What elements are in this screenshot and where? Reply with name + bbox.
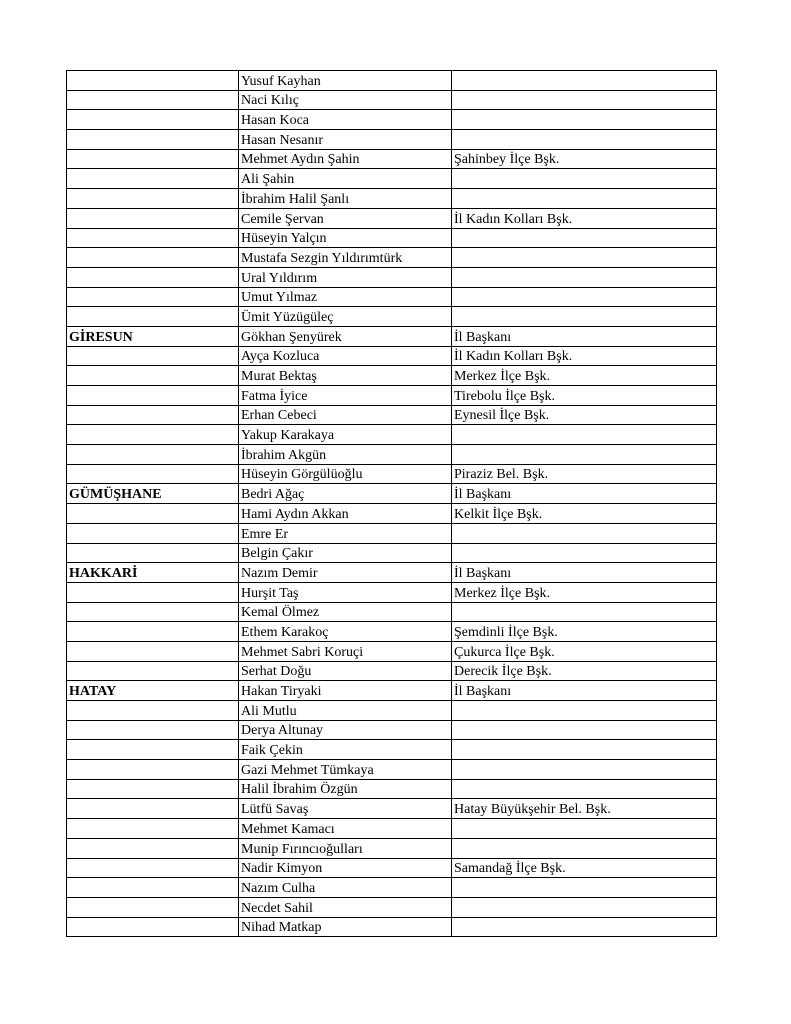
province-cell [67,464,239,484]
table-row [67,208,717,228]
table-row [67,582,717,602]
role-cell: İl Başkanı [452,484,717,504]
name-cell: Serhat Doğu [239,661,452,681]
role-cell: Tirebolu İlçe Bşk. [452,386,717,406]
province-cell: HAKKARİ [67,563,239,583]
province-cell [67,228,239,248]
role-cell [452,779,717,799]
table-row [67,838,717,858]
table-row [67,130,717,150]
name-cell: Gazi Mehmet Tümkaya [239,760,452,780]
role-cell [452,760,717,780]
name-cell: Nazım Demir [239,563,452,583]
table-row [67,228,717,248]
role-cell: Merkez İlçe Bşk. [452,582,717,602]
province-cell [67,130,239,150]
role-cell [452,71,717,91]
table-row [67,799,717,819]
name-cell: Cemile Şervan [239,208,452,228]
role-cell [452,425,717,445]
role-cell [452,90,717,110]
name-cell: Emre Er [239,523,452,543]
province-cell [67,760,239,780]
table-row [67,110,717,130]
province-cell [67,602,239,622]
name-cell: Munip Fırıncıoğulları [239,838,452,858]
province-cell [67,169,239,189]
province-cell [67,504,239,524]
province-cell [67,838,239,858]
member-table [66,70,717,937]
table-row [67,779,717,799]
province-cell [67,307,239,327]
table-row [67,641,717,661]
table-row [67,326,717,346]
name-cell: Ali Şahin [239,169,452,189]
name-cell: Mehmet Sabri Koruçi [239,641,452,661]
name-cell: Ethem Karakoç [239,622,452,642]
province-cell [67,819,239,839]
role-cell [452,720,717,740]
role-cell: Eynesil İlçe Bşk. [452,405,717,425]
table-row [67,661,717,681]
role-cell [452,917,717,937]
name-cell: Hurşit Taş [239,582,452,602]
name-cell: Necdet Sahil [239,897,452,917]
province-cell [67,897,239,917]
province-cell [67,779,239,799]
province-cell [67,445,239,465]
province-cell [67,405,239,425]
name-cell: Ali Mutlu [239,701,452,721]
province-cell [67,267,239,287]
table-row [67,858,717,878]
name-cell: Faik Çekin [239,740,452,760]
province-cell [67,149,239,169]
role-cell: Piraziz Bel. Bşk. [452,464,717,484]
table-row [67,819,717,839]
name-cell: Hasan Nesanır [239,130,452,150]
role-cell [452,602,717,622]
table-row [67,917,717,937]
name-cell: İbrahim Halil Şanlı [239,189,452,209]
name-cell: Gökhan Şenyürek [239,326,452,346]
role-cell [452,701,717,721]
province-cell [67,661,239,681]
role-cell [452,897,717,917]
table-row [67,523,717,543]
role-cell: Merkez İlçe Bşk. [452,366,717,386]
role-cell: Şahinbey İlçe Bşk. [452,149,717,169]
province-cell [67,641,239,661]
table-row [67,897,717,917]
province-cell [67,720,239,740]
name-cell: Naci Kılıç [239,90,452,110]
name-cell: Yusuf Kayhan [239,71,452,91]
name-cell: Hasan Koca [239,110,452,130]
table-row [67,760,717,780]
province-cell [67,189,239,209]
table-row [67,169,717,189]
name-cell: Mustafa Sezgin Yıldırımtürk [239,248,452,268]
table-row [67,543,717,563]
province-cell [67,287,239,307]
province-cell: HATAY [67,681,239,701]
table-row [67,267,717,287]
province-cell [67,858,239,878]
name-cell: Bedri Ağaç [239,484,452,504]
role-cell: Derecik İlçe Bşk. [452,661,717,681]
table-row [67,287,717,307]
role-cell: İl Kadın Kolları Bşk. [452,346,717,366]
role-cell [452,543,717,563]
name-cell: Erhan Cebeci [239,405,452,425]
name-cell: Hami Aydın Akkan [239,504,452,524]
province-cell [67,425,239,445]
table-row [67,366,717,386]
table-row [67,307,717,327]
name-cell: İbrahim Akgün [239,445,452,465]
province-cell [67,582,239,602]
province-cell [67,90,239,110]
province-cell: GÜMÜŞHANE [67,484,239,504]
table-row [67,149,717,169]
role-cell: İl Başkanı [452,563,717,583]
province-cell [67,248,239,268]
table-row [67,405,717,425]
province-cell [67,543,239,563]
table-row [67,464,717,484]
province-cell [67,208,239,228]
role-cell [452,130,717,150]
province-cell [67,346,239,366]
name-cell: Hüseyin Görgülüoğlu [239,464,452,484]
province-cell [67,917,239,937]
role-cell [452,740,717,760]
role-cell [452,819,717,839]
role-cell: İl Başkanı [452,681,717,701]
table-row [67,346,717,366]
role-cell [452,248,717,268]
role-cell [452,838,717,858]
table-row [67,720,717,740]
province-cell [67,622,239,642]
role-cell: İl Başkanı [452,326,717,346]
role-cell [452,445,717,465]
name-cell: Nazım Culha [239,878,452,898]
province-cell [67,799,239,819]
role-cell: Samandağ İlçe Bşk. [452,858,717,878]
province-cell [67,740,239,760]
table-row [67,504,717,524]
table-row [67,701,717,721]
role-cell [452,307,717,327]
name-cell: Yakup Karakaya [239,425,452,445]
role-cell [452,287,717,307]
member-table-body [67,71,717,937]
province-cell: GİRESUN [67,326,239,346]
table-row [67,622,717,642]
table-row [67,248,717,268]
role-cell: Hatay Büyükşehir Bel. Bşk. [452,799,717,819]
role-cell [452,228,717,248]
table-row [67,71,717,91]
name-cell: Lütfü Savaş [239,799,452,819]
name-cell: Nihad Matkap [239,917,452,937]
name-cell: Mehmet Kamacı [239,819,452,839]
name-cell: Ural Yıldırım [239,267,452,287]
role-cell: İl Kadın Kolları Bşk. [452,208,717,228]
name-cell: Kemal Ölmez [239,602,452,622]
name-cell: Halil İbrahim Özgün [239,779,452,799]
table-row [67,425,717,445]
role-cell [452,267,717,287]
name-cell: Ayça Kozluca [239,346,452,366]
province-cell [67,523,239,543]
table-row [67,878,717,898]
role-cell [452,169,717,189]
table-row [67,445,717,465]
role-cell: Kelkit İlçe Bşk. [452,504,717,524]
province-cell [67,71,239,91]
province-cell [67,386,239,406]
table-row [67,681,717,701]
role-cell [452,523,717,543]
role-cell [452,878,717,898]
name-cell: Fatma İyice [239,386,452,406]
table-row [67,90,717,110]
role-cell: Şemdinli İlçe Bşk. [452,622,717,642]
province-cell [67,366,239,386]
name-cell: Umut Yılmaz [239,287,452,307]
role-cell: Çukurca İlçe Bşk. [452,641,717,661]
name-cell: Nadir Kimyon [239,858,452,878]
name-cell: Mehmet Aydın Şahin [239,149,452,169]
province-cell [67,701,239,721]
table-row [67,602,717,622]
role-cell [452,110,717,130]
role-cell [452,189,717,209]
name-cell: Derya Altunay [239,720,452,740]
name-cell: Murat Bektaş [239,366,452,386]
name-cell: Ümit Yüzügüleç [239,307,452,327]
name-cell: Belgin Çakır [239,543,452,563]
table-row [67,189,717,209]
table-row [67,484,717,504]
name-cell: Hakan Tiryaki [239,681,452,701]
province-cell [67,110,239,130]
table-row [67,740,717,760]
province-cell [67,878,239,898]
name-cell: Hüseyin Yalçın [239,228,452,248]
table-row [67,386,717,406]
table-row [67,563,717,583]
